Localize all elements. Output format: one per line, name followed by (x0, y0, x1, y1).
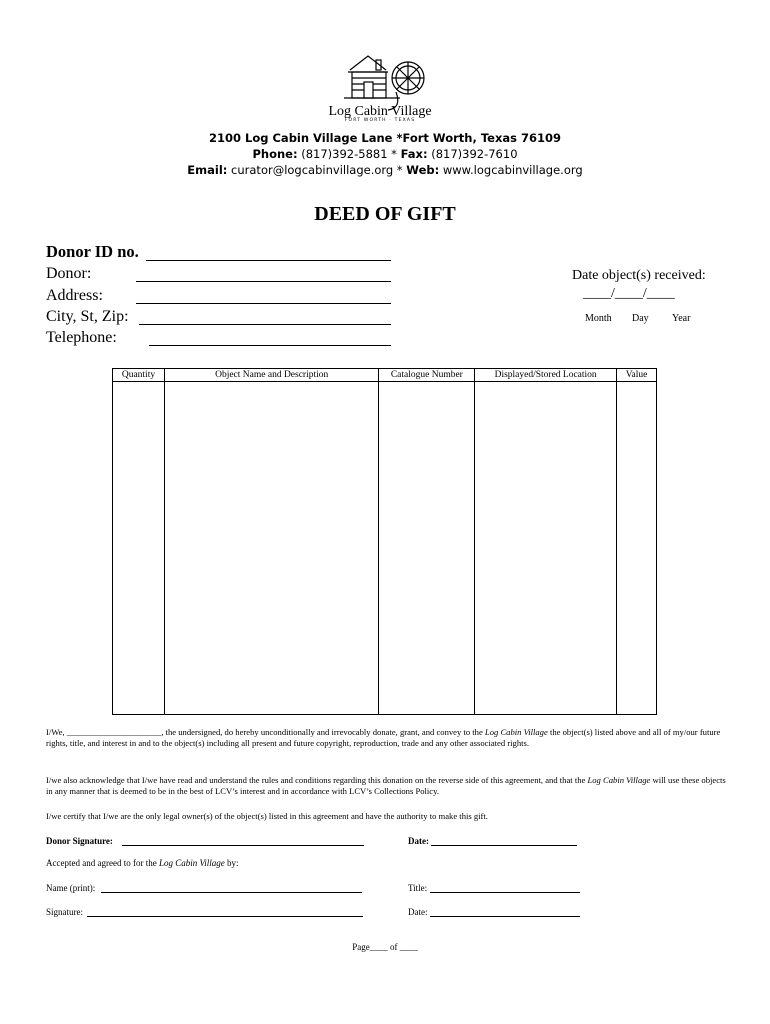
separator: * (393, 163, 407, 177)
address-field[interactable] (136, 303, 391, 304)
fax-label: Fax: (400, 147, 428, 161)
col-location: Displayed/Stored Location (475, 369, 617, 382)
donor-label: Donor: (46, 265, 92, 282)
date-field-1[interactable] (431, 845, 577, 846)
agreement-text: will use these objects in any manner that is deemed to be in the best of LCV’s interest and in accordance with LCV’s Collections Policy. (46, 775, 726, 796)
agreement-paragraph-1 (46, 727, 726, 749)
date-label-2: Date: (408, 907, 428, 917)
phone-fax-line (0, 147, 770, 161)
accepted-text-part: Accepted and agreed to for the (46, 858, 159, 868)
date-received-label: Date object(s) received: (572, 268, 706, 283)
page-title: DEED OF GIFT (314, 203, 456, 225)
page-number: Page____ of ____ (352, 942, 418, 952)
accepted-text (46, 858, 239, 868)
col-value: Value (617, 369, 657, 382)
title-field[interactable] (430, 892, 580, 893)
signature-label: Signature: (46, 907, 83, 917)
donor-id-field[interactable] (146, 260, 391, 261)
name-print-label: Name (print): (46, 883, 96, 893)
phone-label: Phone: (252, 147, 298, 161)
title-label: Title: (408, 883, 428, 893)
catalogue-cell[interactable] (379, 382, 475, 715)
agreement-text: the object(s) listed above and all of my/our future rights, title, and interest in and to the object(s) including all present and future copyright, reproduction, trade and any other associated rights. (46, 727, 721, 748)
col-quantity: Quantity (113, 369, 165, 382)
year-label: Year (672, 313, 691, 324)
items-table (112, 368, 657, 715)
logo-name: Log Cabin Village (328, 104, 432, 119)
description-cell[interactable] (164, 382, 378, 715)
table-row[interactable] (113, 382, 657, 715)
accepted-text-part: by: (224, 858, 239, 868)
donor-signature-label: Donor Signature: (46, 836, 113, 846)
email-address: curator@logcabinvillage.org (231, 163, 394, 177)
quantity-cell[interactable] (113, 382, 165, 715)
web-address: www.logcabinvillage.org (442, 163, 583, 177)
village-name: Log Cabin Village (587, 775, 651, 785)
address-line (0, 131, 770, 145)
fax-number: (817)392-7610 (431, 147, 518, 161)
col-object-description: Object Name and Description (164, 369, 378, 382)
email-web-line (0, 163, 770, 177)
donor-field[interactable] (136, 281, 391, 282)
date-received-field[interactable]: ____/____/____ (583, 286, 675, 301)
date-label-1: Date: (408, 836, 429, 846)
value-cell[interactable] (617, 382, 657, 715)
agreement-paragraph-2 (46, 775, 726, 797)
donor-signature-field[interactable] (122, 845, 364, 846)
month-label: Month (585, 313, 612, 324)
agreement-text: I/We, ______________________, the undersigned, do hereby unconditionally and irrevocably donate, grant, and convey to the (46, 727, 485, 737)
address-label: Address: (46, 287, 103, 304)
date-field-2[interactable] (430, 916, 580, 917)
location-cell[interactable] (475, 382, 617, 715)
agreement-paragraph-3: I/we certify that I/we are the only legal owner(s) of the object(s) listed in this agreement and have the authority to make this gift. (46, 811, 488, 821)
city-field[interactable] (139, 324, 391, 325)
web-label: Web: (406, 163, 440, 177)
signature-field[interactable] (87, 916, 363, 917)
village-name: Log Cabin Village (158, 858, 225, 868)
phone-number: (817)392-5881 (301, 147, 388, 161)
city-label: City, St, Zip: (46, 308, 129, 325)
street-address: 2100 Log Cabin Village Lane *Fort Worth, Texas 76109 (209, 131, 561, 145)
email-label: Email: (187, 163, 228, 177)
telephone-label: Telephone: (46, 329, 117, 346)
day-label: Day (632, 313, 649, 324)
name-print-field[interactable] (101, 892, 362, 893)
col-catalogue-number: Catalogue Number (379, 369, 475, 382)
separator: * (387, 147, 401, 161)
village-name: Log Cabin Village (484, 727, 548, 737)
telephone-field[interactable] (149, 345, 391, 346)
agreement-text: I/we also acknowledge that I/we have read and understand the rules and conditions regarding this donation on the reverse side of this agreement, and that the (46, 775, 588, 785)
logo-subtitle: FORT WORTH · TEXAS (344, 118, 416, 123)
table-header-row (113, 369, 657, 382)
donor-id-label: Donor ID no. (46, 242, 139, 261)
